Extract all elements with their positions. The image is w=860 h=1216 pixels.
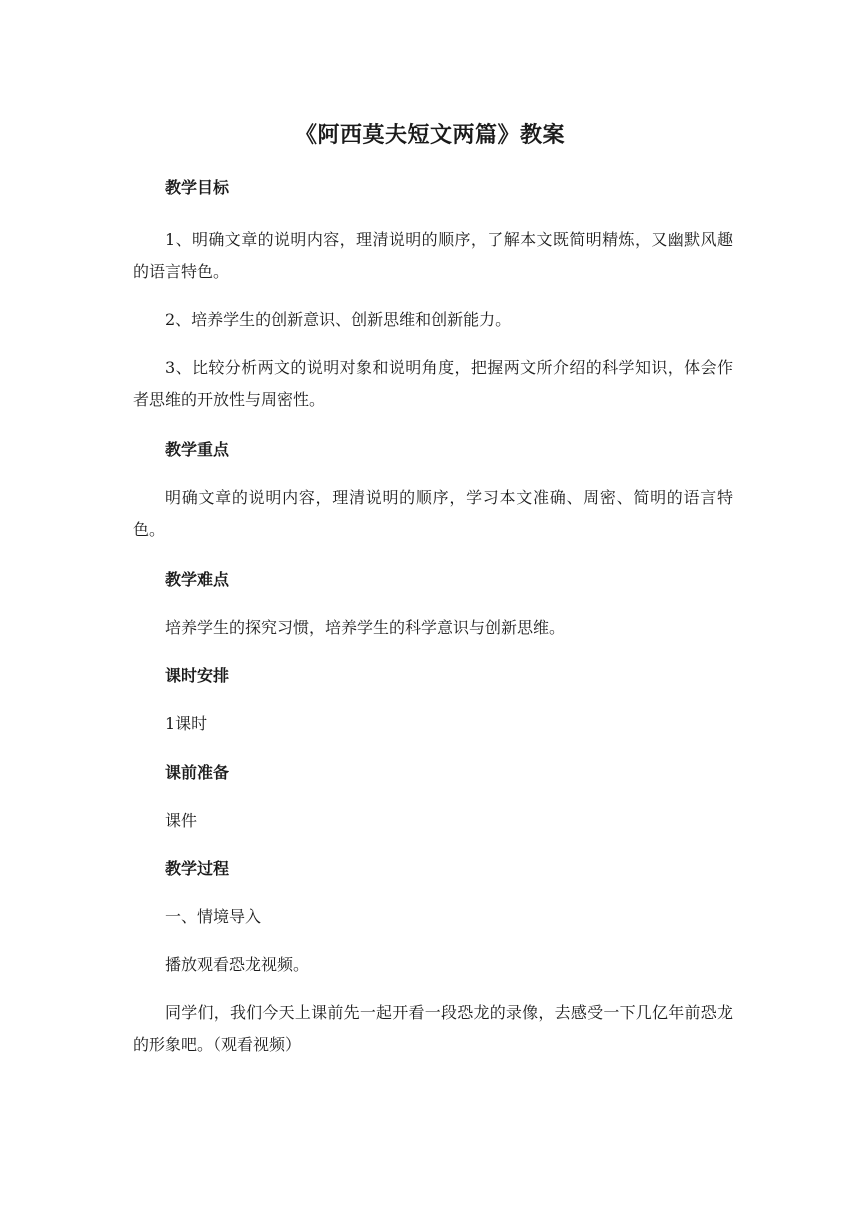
section-heading-key: 教学重点: [165, 440, 230, 459]
key-paragraph: 明确文章的说明内容，理清说明的顺序，学习本文准确、周密、简明的语言特色。: [133, 488, 733, 539]
process-step-1-text-2: 同学们，我们今天上课前先一起开看一段恐龙的录像，去感受一下几亿年前恐龙的形象吧。（观看视频）: [133, 1003, 733, 1054]
prep-paragraph: 课件: [165, 811, 198, 830]
section-heading-schedule: 课时安排: [165, 666, 230, 685]
schedule-paragraph: 1课时: [165, 714, 208, 733]
section-heading-process: 教学过程: [165, 859, 230, 878]
difficulty-paragraph: 培养学生的探究习惯，培养学生的科学意识与创新思维。: [165, 618, 566, 637]
process-step-1: 一、情境导入: [165, 907, 262, 926]
goal-paragraph-3: 3、比较分析两文的说明对象和说明角度，把握两文所介绍的科学知识，体会作者思维的开放性与周密性。: [133, 358, 733, 409]
section-heading-prep: 课前准备: [165, 763, 230, 782]
goal-paragraph-1: 1、明确文章的说明内容，理清说明的顺序，了解本文既简明精炼，又幽默风趣的语言特色。: [133, 230, 733, 281]
section-heading-difficulty: 教学难点: [165, 570, 230, 589]
section-heading-goals: 教学目标: [165, 178, 230, 197]
document-title: 《阿西莫夫短文两篇》教案: [294, 123, 565, 148]
process-step-1-text-1: 播放观看恐龙视频。: [165, 955, 310, 974]
goal-paragraph-2: 2、培养学生的创新意识、创新思维和创新能力。: [165, 310, 512, 329]
